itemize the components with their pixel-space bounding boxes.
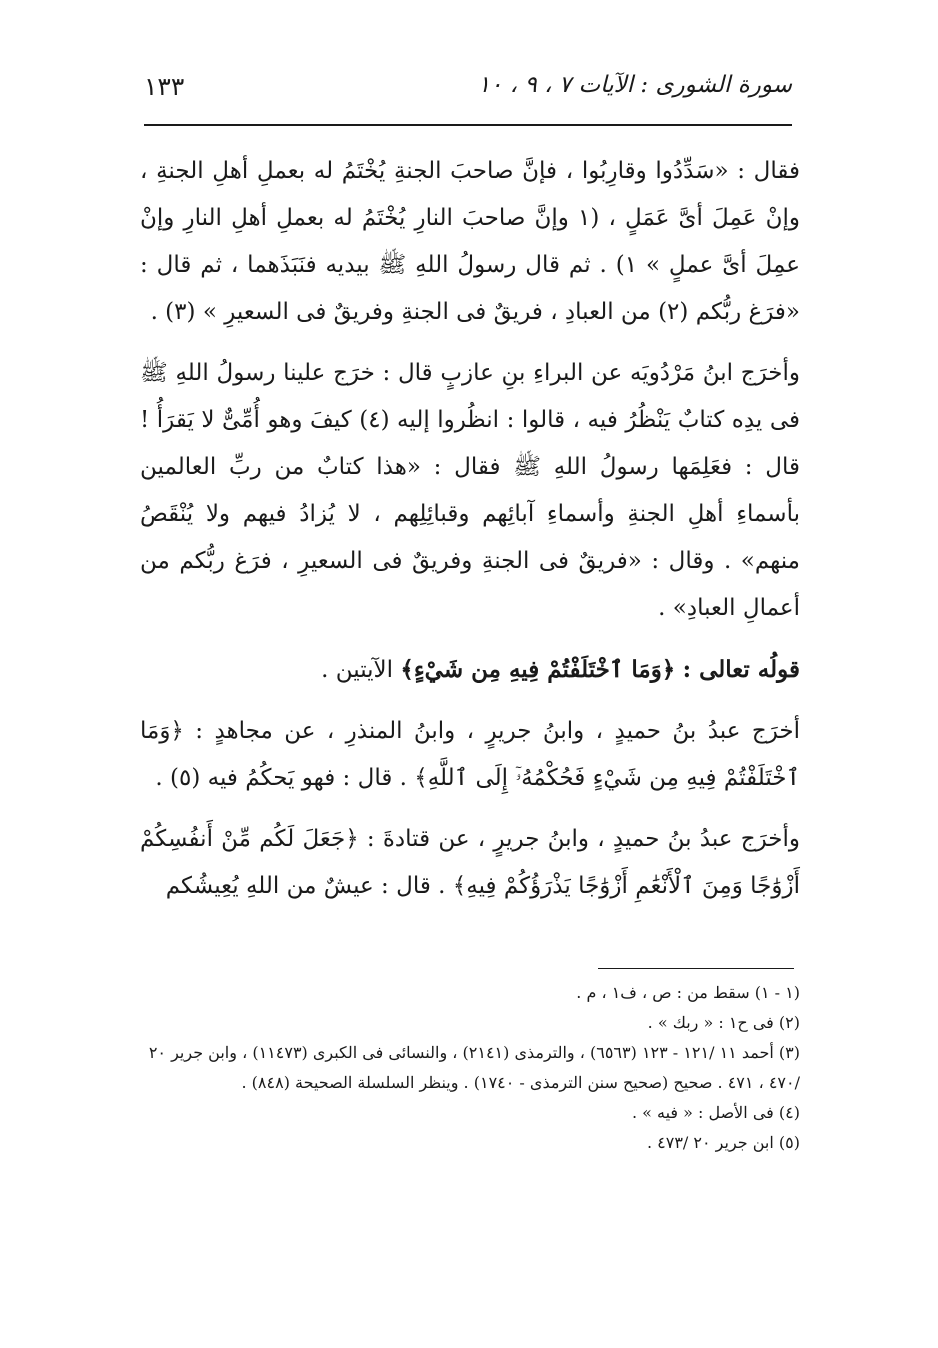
paragraph-3: أخرَج عبدُ بنُ حميدٍ ، وابنُ جريرٍ ، وابنُ المنذرِ ، عن مجاهدٍ : ﴿وَمَا ٱخْتَلَفْتُمْ فِيهِ مِن شَيْءٍ فَحُكْمُهُۥٓ إِلَى ٱللَّهِ﴾ . قال : فهو يَحكُمُ فيه (٥) . (140, 718, 800, 791)
footnote-4: (٤) فى الأصل : « فيه » . (631, 1103, 800, 1122)
verse-heading (140, 646, 800, 694)
footnote-2: (٢) فى ح١ : « ربك » . (647, 1013, 800, 1032)
footnote-5: (٥) ابن جرير ٢٠ /٤٧٣ . (646, 1133, 800, 1152)
header-rule (144, 124, 792, 126)
heading-prefix: قولُه تعالى : (682, 656, 800, 683)
paragraph-1: فقال : «سَدِّدُوا وقارِبُوا ، فإنَّ صاحبَ الجنةِ يُخْتَمُ له بعملِ أهلِ الجنةِ ، وإنْ عَمِلَ أىَّ عَمَلٍ ، (١ وإنَّ صاحبَ النارِ يُخْتَمُ له بعملِ أهلِ النارِ وإنْ عمِلَ أىَّ عملٍ » ١) . ثم قال رسولُ اللهِ ﷺ بيديه فنَبَذَهما ، ثم قال : «فرَغ ربُّكم (٢) من العبادِ ، فريقٌ فى الجنةِ وفريقٌ فى السعيرِ » (٣) . (140, 158, 800, 325)
main-text (140, 148, 800, 924)
page-number: ١٣٣ (144, 72, 185, 101)
paragraph-4: وأخرَج عبدُ بنُ حميدٍ ، وابنُ جريرٍ ، عن قتادةَ : ﴿جَعَلَ لَكُم مِّنْ أَنفُسِكُمْ أَزْوَٰجًا وَمِنَ ٱلْأَنْعَٰمِ أَزْوَٰجًا يَذْرَؤُكُمْ فِيهِ﴾ . قال : عيشٌ من اللهِ يُعِيشُكم (140, 826, 800, 899)
footnotes (140, 978, 800, 1158)
footnote-1: (١ - ١) سقط من : ص ، ف١ ، م . (576, 983, 800, 1002)
heading-ayah: ﴿وَمَا ٱخْتَلَفْتُمْ فِيهِ مِن شَيْءٍ﴾ (400, 656, 676, 683)
footnote-3: (٣) أحمد ١١ /١٢١ - ١٢٣ (٦٥٦٣) ، والترمذى (٢١٤١) ، والنسائى فى الكبرى (١١٤٧٣) ، وابن جرير ٢٠ /٤٧٠ ، ٤٧١ . صحيح (صحيح سنن الترمذى - ١٧٤٠) . وينظر السلسلة الصحيحة (٨٤٨) . (148, 1043, 800, 1092)
running-header (144, 72, 792, 112)
footnote-rule (598, 968, 794, 969)
running-title: سورة الشورى : الآيات ٧ ، ٩ ، ١٠ (477, 72, 792, 98)
heading-suffix: الآيتين . (321, 657, 394, 683)
paragraph-2: وأخرَج ابنُ مَرْدُويَه عن البراءِ بنِ عازبٍ قال : خرَج علينا رسولُ اللهِ ﷺ فى يدِه كتابٌ يَنْظُرُ فيه ، قالوا : انظُروا إليه (٤) كيفَ وهو أُمِّىٌّ لا يَقرَأُ ! قال : فعَلِمَها رسولُ اللهِ ﷺ فقال : «هذا كتابٌ من ربِّ العالمين بأسماءِ أهلِ الجنةِ وأسماءِ آبائِهم وقبائِلِهم ، لا يُزادُ فيهم ولا يُنْقَصُ منهم» . وقال : «فريقٌ فى الجنةِ وفريقٌ فى السعيرِ ، فرَغ ربُّكم من أعمالِ العبادِ» . (140, 360, 800, 621)
